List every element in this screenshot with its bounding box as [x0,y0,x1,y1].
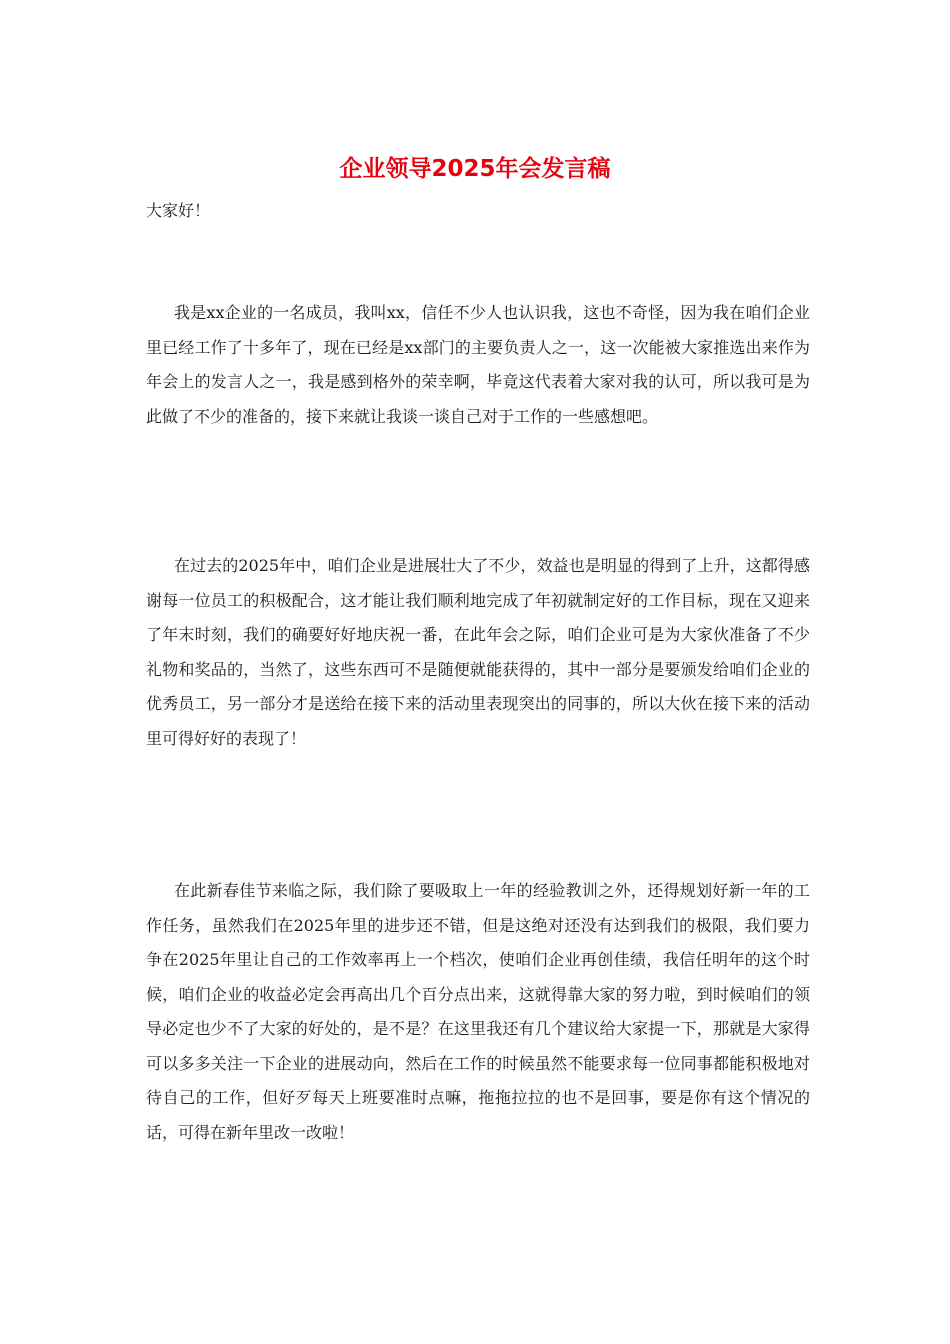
paragraph-1: 我是xx企业的一名成员，我叫xx，信任不少人也认识我，这也不奇怪，因为我在咱们企业里已经工作了十多年了，现在已经是xx部门的主要负责人之一，这一次能被大家推选出来作为年会上的发言人之一，我是感到格外的荣幸啊，毕竟这代表着大家对我的认可，所以我可是为此做了不少的准备的，接下来就让我谈一谈自己对于工作的一些感想吧。 [146,303,810,426]
document-title: 企业领导2025年会发言稿 [339,156,611,182]
paragraph-2: 在过去的2025年中，咱们企业是进展壮大了不少，效益也是明显的得到了上升，这都得感谢每一位员工的积极配合，这才能让我们顺利地完成了年初就制定好的工作目标，现在又迎来了年末时刻，我们的确要好好地庆祝一番，在此年会之际，咱们企业可是为大家伙准备了不少礼物和奖品的，当然了，这些东西可不是随便就能获得的，其中一部分是要颁发给咱们企业的优秀员工，另一部分才是送给在接下来的活动里表现突出的同事的，所以大伙在接下来的活动里可得好好的表现了！ [146,556,810,748]
greeting: 大家好！ [146,201,211,220]
paragraph-3: 在此新春佳节来临之际，我们除了要吸取上一年的经验教训之外，还得规划好新一年的工作任务，虽然我们在2025年里的进步还不错，但是这绝对还没有达到我们的极限，我们要力争在2025年里让自己的工作效率再上一个档次，使咱们企业再创佳绩，我信任明年的这个时候，咱们企业的收益必定会再高出几个百分点出来，这就得靠大家的努力啦，到时候咱们的领导必定也少不了大家的好处的，是不是？在这里我还有几个建议给大家提一下，那就是大家得可以多多关注一下企业的进展动向，然后在工作的时候虽然不能要求每一位同事都能积极地对待自己的工作，但好歹每天上班要准时点嘛，拖拖拉拉的也不是回事，要是你有这个情况的话，可得在新年里改一改啦！ [146,881,810,1142]
